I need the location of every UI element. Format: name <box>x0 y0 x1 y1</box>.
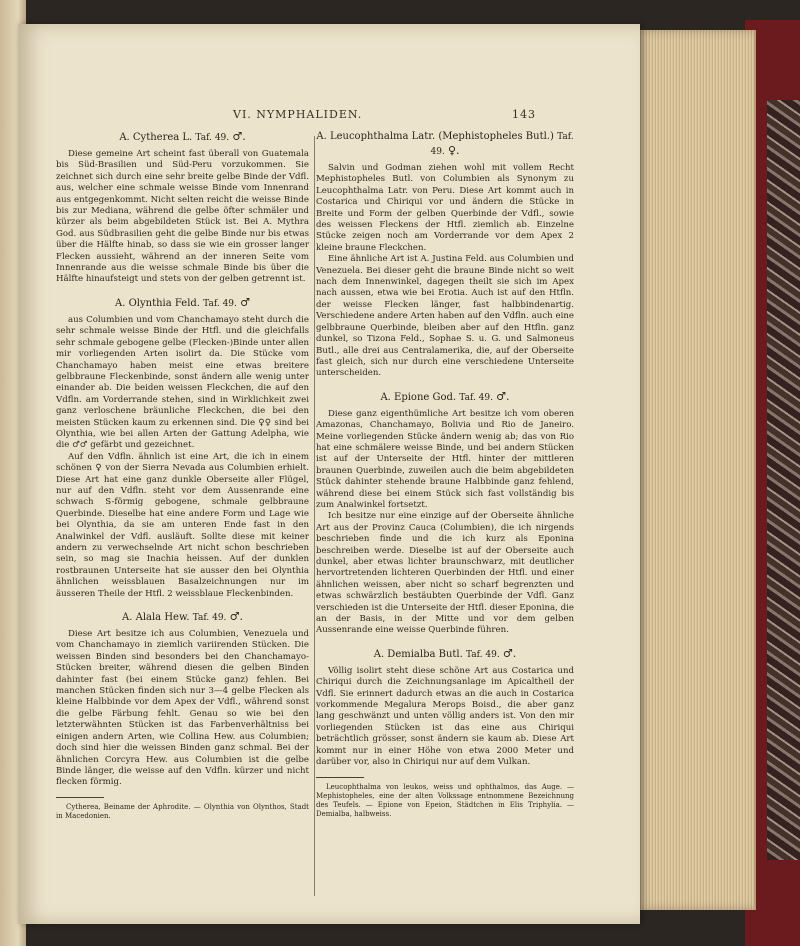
paragraph: Diese Art besitze ich aus Columbien, Venezuela und vom Chanchamayo in ziemlich variirenden Stücken. Die weissen Binden sind besonders bei den Chanchamayo-Stücken breiter, während diesen die gelben Binden dahinter fast (bei einem Stücke ganz) fehlen. Bei manchen Stücken finden sich nur 3—4 gelbe Flecken als kleine Halbbinde vor dem Apex der Vdfl., während sonst die gelbe Färbung fehlt. Genau so wie bei den letzterwähnten Stücken ist das Farbenverhältniss bei einigen andern Arten, wie Collina Hew. aus Columbien; doch sind hier die weissen Binden ganz schmal. Bei der ähnlichen Corcyra Hew. aus Columbien ist die gelbe Binde länger, die weisse auf den Vdfln. kürzer und nicht flecken förmig. <box>56 629 309 788</box>
species-heading: A. Alala Hew. Taf. 49. ♂. <box>122 610 243 624</box>
marbled-endpaper <box>767 100 800 860</box>
species-heading: A. Epione God. Taf. 49. ♂. <box>380 389 510 403</box>
species-heading: A. Leucophthalma Latr. (Mephistopheles Butl.) Taf. 49. ♀. <box>316 131 574 157</box>
paragraph: Diese ganz eigenthümliche Art besitze ich vom oberen Amazonas, Chanchamayo, Bolivia und Rio de Janeiro. Meine vorliegenden Stücke ändern wenig ab; das von Rio hat eine schmälere weisse Binde, und bei andern Stücken ist auf der Unterseite der Htfl. hinter der mittleren braunen Querbinde, zuweilen auch die beim abgebildeten Stück dahinter stehende braune Halbbinde ganz fehlend, während diese bei einem Stück sich fast vollständig bis zum Analwinkel fortsetzt. <box>316 408 574 510</box>
paragraph: Auf den Vdfln. ähnlich ist eine Art, die ich in einem schönen ♀ von der Sierra Nevada aus Columbien erhielt. Diese Art hat eine ganz dunkle Oberseite aller Flügel, nur auf den Vdfln. steht vor dem Aussenrande eine schwach S-förmig gebogene, schmale gelbbraune Querbinde. Dieselbe hat eine andere Form und Lage wie bei Olynthia, da sie am unteren Ende fast in den Analwinkel der Vdfl. ausläuft. Sollte diese mit keiner andern zu verwechselnde Art nicht schon beschrieben sein, so mag sie Inachia heissen. Auf der dunklen rostbraunen Unterseite hat sie ausser den bei Olynthia ähnlichen weissblauen Basalzeichnungen nur im äusseren Theile der Htfl. 2 weissblaue Fleckenbinden. <box>56 451 309 599</box>
paragraph: Eine ähnliche Art ist A. Justina Feld. aus Columbien und Venezuela. Bei dieser geht die braune Binde nicht so weit nach dem Innenwinkel, dagegen theilt sie sich im Apex nach aussen, etwa wie bei Erotia. Auch ist auf den Htfln. der weisse Flecken länger, fast halbbindenartig. Verschiedene andere Arten haben auf den Vdfln. auch eine gelbbraune Querbinde, bleiben aber auf den Htfln. ganz dunkel, so Tizona Feld., Sophae S. u. G. und Salmoneus Butl., alle drei aus Centralamerika, die, auf der Oberseite fast gleich, sich nur durch eine verschiedene Unterseite unterscheiden. <box>316 254 574 379</box>
footnote: Cytherea, Beiname der Aphrodite. — Olynthia von Olynthos, Stadt in Macedonien. <box>56 802 309 820</box>
page-block-edge <box>636 30 756 910</box>
footnote-rule <box>56 797 104 798</box>
species-heading: A. Demialba Butl. Taf. 49. ♂. <box>373 646 517 660</box>
right-column <box>316 128 574 819</box>
paragraph: Diese gemeine Art scheint fast überall von Guatemala bis Süd-Brasilien und Süd-Peru vorzukommen. Sie zeichnet sich durch eine sehr breite gelbe Binde der Vdfl. aus, welcher eine schmale weisse Binde vom Innenrand aus entgegenkommt. Nicht selten reicht die weisse Binde bis zur Mediana, während die gelbe öfter schmäler und kürzer als beim abgebildeten Stück ist. Bei A. Mythra God. aus Südbrasilien geht die gelbe Binde nur bis etwas über die Hälfte hinab, so dass sie wie ein grosser langer Flecken aussieht, während an der inneren Seite vom Innenrande aus die weisse schmale Binde bis über die Hälfte hinaufsteigt und stets von der gelben getrennt ist. <box>56 149 309 285</box>
left-column <box>56 128 309 821</box>
paragraph: aus Columbien und vom Chanchamayo steht durch die sehr schmale weisse Binde der Htfl. und die gleichfalls sehr schmale gebogene gelbe (Flecken-)Binde unter allen mir vorliegenden Arten isolirt da. Die Stücke vom Chanchamayo haben meist eine etwas breitere gelbbraune Fleckenbinde, sonst ändern alle wenig unter einander ab. Die beiden weissen Fleckchen, die auf den Vdfln. am Vorderrande stehen, sind in Wirklichkeit zwei ganz verloschene bräunliche Fleckchen, die bei den meisten Stücken kaum zu erkennen sind. Die ♀♀ sind bei Olynthia, wie bei allen Arten der Gattung Adelpha, wie die ♂♂ gefärbt und gezeichnet. <box>56 314 309 451</box>
book-page <box>18 24 640 924</box>
paragraph: Völlig isolirt steht diese schöne Art aus Costarica und Chiriqui durch die Zeichnungsanlage im Apicaltheil der Vdfl. Sie erinnert dadurch etwas an die auch in Costarica vorkommende Megalura Merops Boisd., die aber ganz lang geschwänzt und unten völlig anders ist. Von den mir vorliegenden Stücken ist das eine aus Chiriqui beträchtlich grösser, sonst ändern sie kaum ab. Diese Art kommt nur in einer Höhe von etwa 2000 Meter und darüber vor, also in Chiriqui nur auf dem Vulkan. <box>316 665 574 768</box>
footnote-rule <box>316 777 364 778</box>
paragraph: Salvin und Godman ziehen wohl mit vollem Recht Mephistopheles Butl. von Columbien als Synonym zu Leucophthalma Latr. von Peru. Diese Art kommt auch in Costarica und Chiriqui vor und ändern die Stücke in Breite und Form der gelben Querbinde der Vdfl., sowie des weissen Fleckens der Htfl. ziemlich ab. Einzelne Stücke zeigen noch am Vorderrande vor dem Apex 2 kleine braune Fleckchen. <box>316 163 574 253</box>
column-divider <box>314 136 315 896</box>
page-number: 143 <box>512 108 536 121</box>
running-head-title: VI. NYMPHALIDEN. <box>233 108 363 121</box>
species-heading: A. Olynthia Feld. Taf. 49. ♂ <box>115 295 250 309</box>
footnote: Leucophthalma von leukos, weiss und ophthalmos, das Auge. — Mephistopheles, eine der alten Volkssage entnommene Bezeichnung des Teufels. — Epione von Epeion, Städtchen in Elis Triphylia. — Demialba, halbweiss. <box>316 782 574 819</box>
species-heading: A. Cytherea L. Taf. 49. ♂. <box>119 130 246 143</box>
paragraph: Ich besitze nur eine einzige auf der Oberseite ähnliche Art aus der Provinz Cauca (Columbien), die ich nirgends beschrieben finde und die ich kurz als Eponina beschreiben werde. Dieselbe ist auf der Oberseite auch dunkel, aber etwas lichter braunschwarz, mit deutlicher hervortretenden lichteren Querbinden der Htfl. und einer ähnlichen weissen, aber nicht so scharf begrenzten und etwas schwärzlich bestäubten Querbinde der Vdfl. Ganz verschieden ist die Unterseite der Htfl. dieser Eponina, die an der Basis, in der Mitte und vor dem gelben Aussenrande eine weisse Querbinde führen. <box>316 511 574 636</box>
